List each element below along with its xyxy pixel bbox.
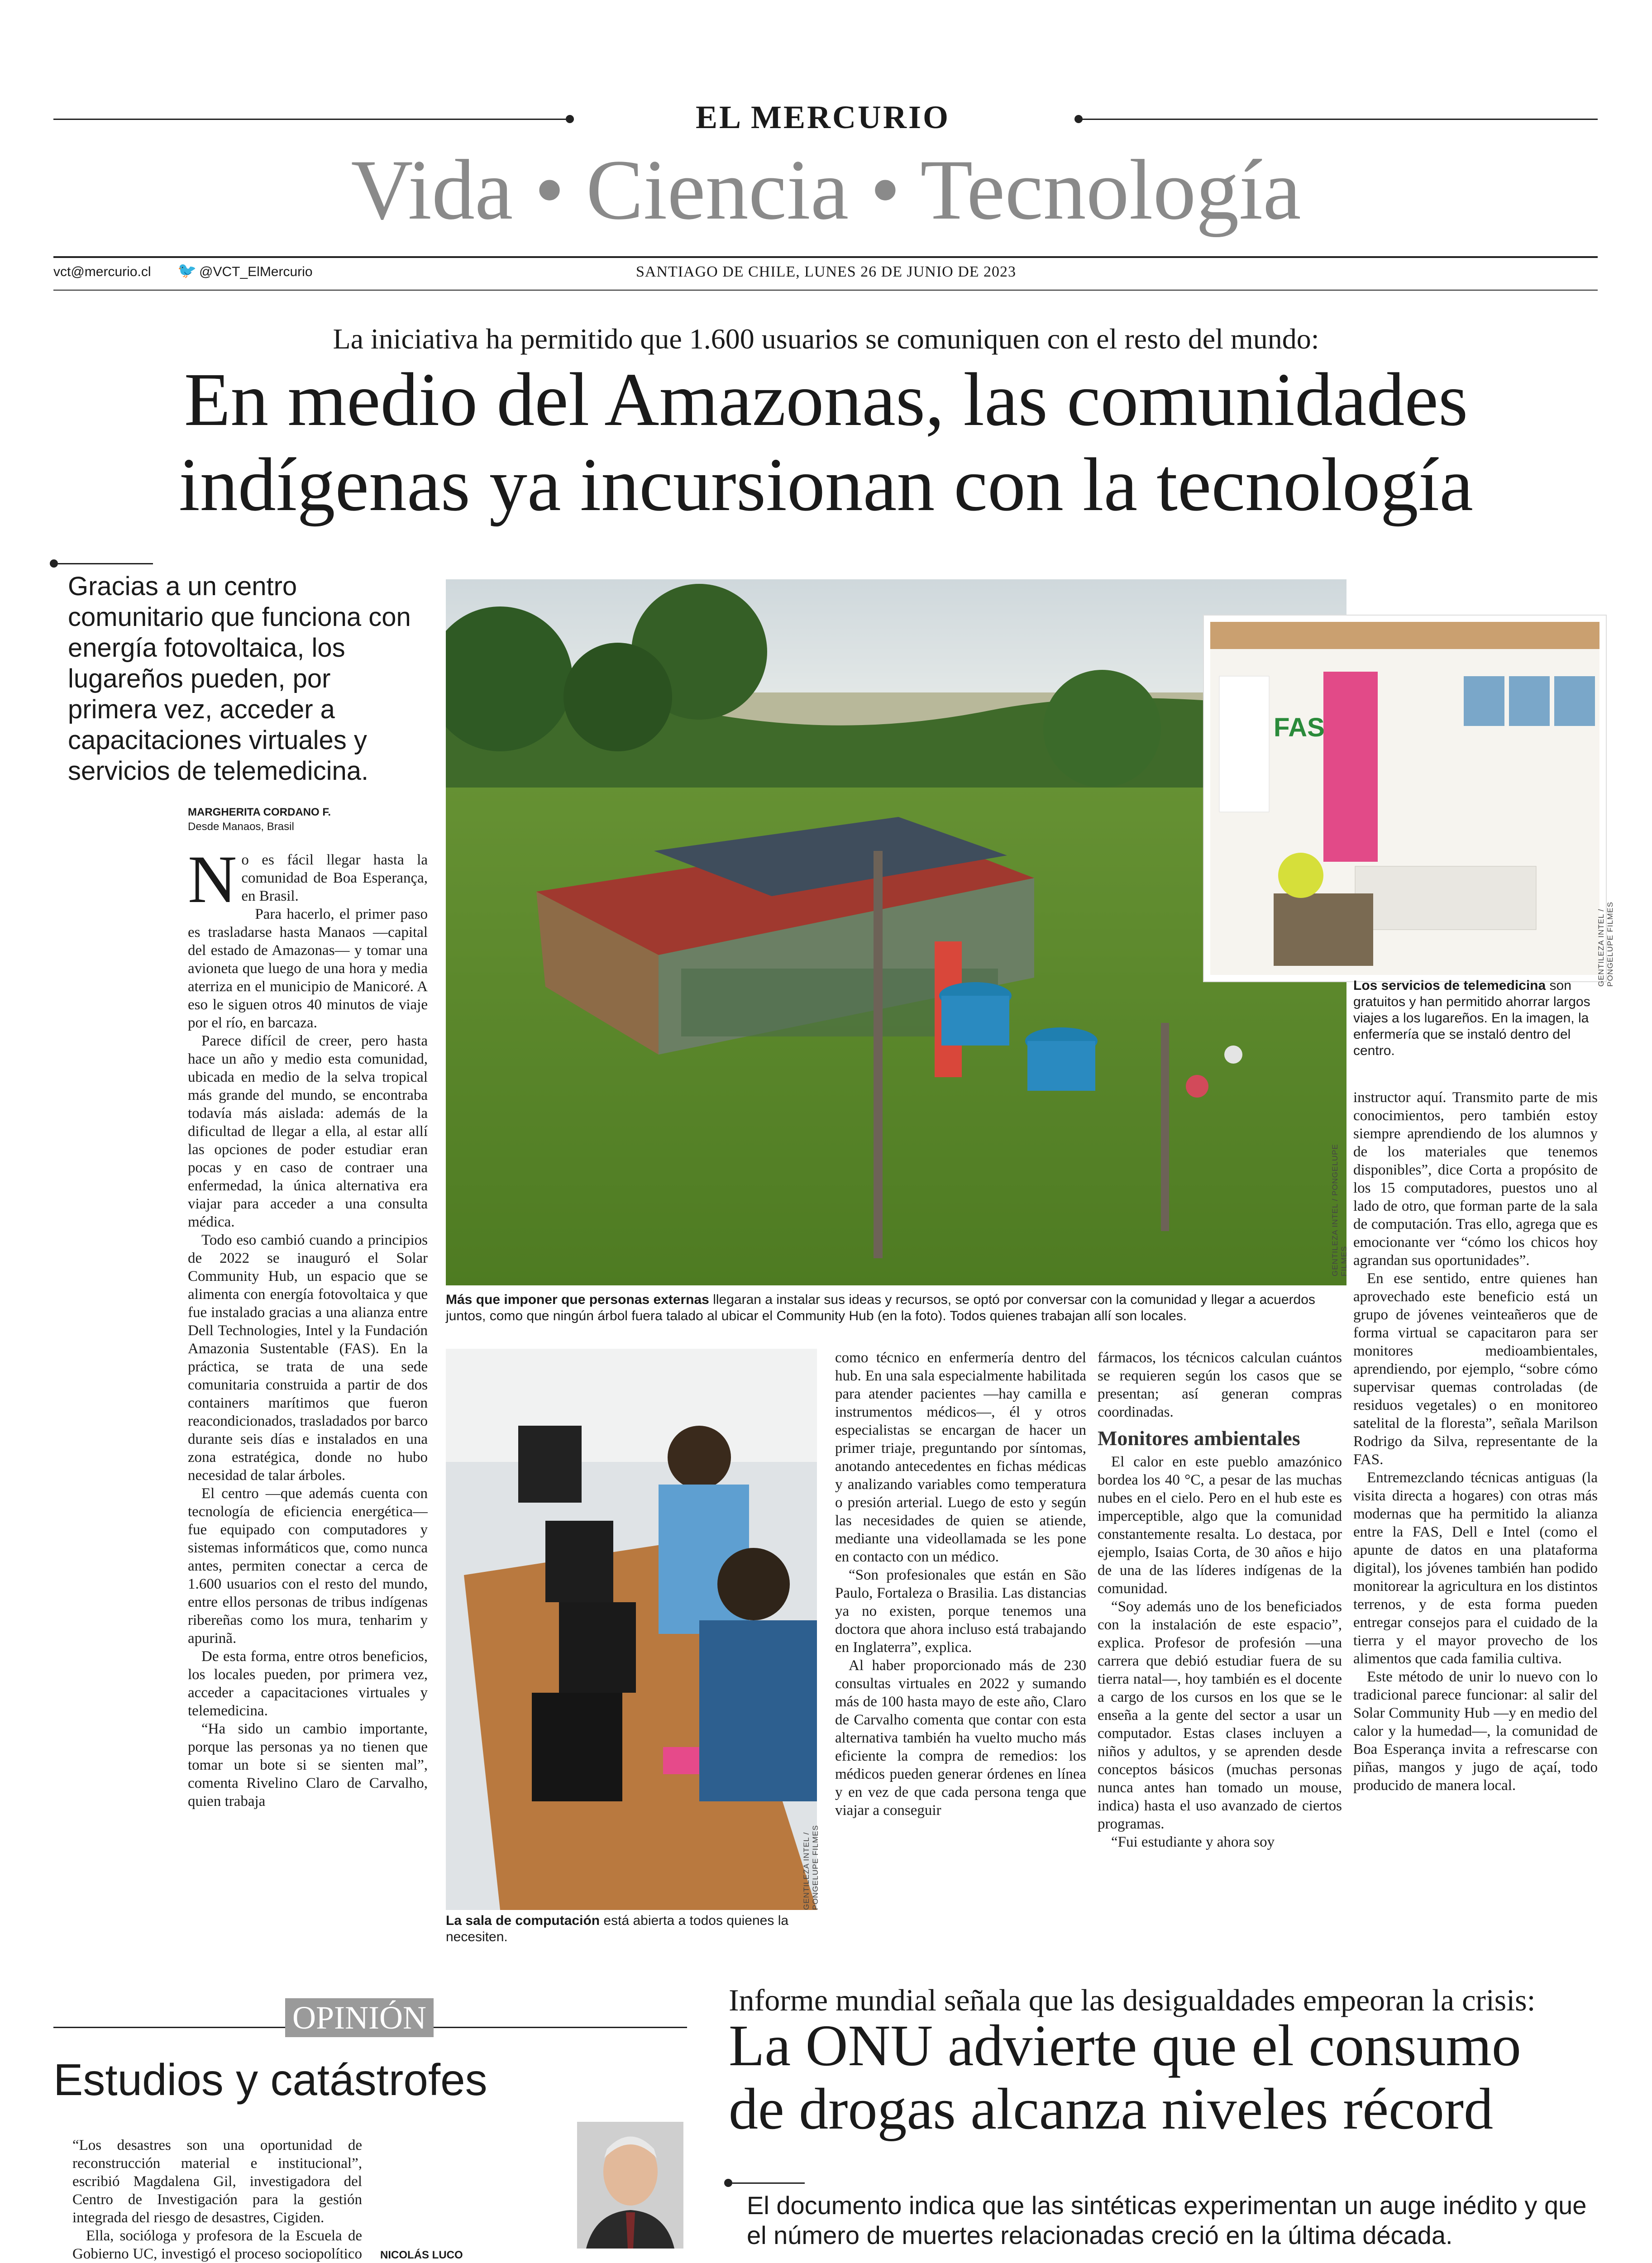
main-col-1: [188, 851, 428, 1955]
main-col1-p5: De esta forma, entre otros beneficios, los locales pueden, por primera vez, acceder a capacitaciones virtuales y telemedicina.: [188, 1648, 428, 1719]
main-col4-p2: Entremezclando técnicas antiguas (la visita directa a hogares) con otras más modernas que ha permitido la alianza entre la FAS, Dell e Intel (como el apunte de datos en una plataforma digital), los jóvenes también han podido monitorear la agricultura en los distintos terrenos, y de esta forma pueden entregar consejos para el cuidado de la tierra y el mayor provecho de los alimentos que cada familia cultiva.: [1353, 1470, 1598, 1667]
dropcap: N: [188, 851, 237, 917]
opinion-col1-p1: Ella, socióloga y profesora de la Escuela de Gobierno UC, investigó el proceso sociopolítico: [72, 2228, 362, 2262]
photo-clinic: [1204, 616, 1606, 981]
photo-computer-lab: [446, 1349, 817, 1910]
main-col1-p2: Parece difícil de creer, pero hasta hace un año y medio esta comunidad, ubicada en medio de la selva tropical más grande del mundo, se encontraba todavía más aislada: además de la dificultad de llegar a ella, al estar allí las opciones de poder estudiar eran pocas y en caso de contraer una enfermedad, la única alternativa era viajar para acceder a una consulta médica.: [188, 1033, 428, 1230]
main-col2-p1: “Son profesionales que están en São Paulo, Fortaleza o Brasilia. Las distancias ya no existen, porque tenemos una doctora que ahora incluso está trabajando en Inglaterra”, explica.: [835, 1567, 1086, 1656]
photo-main-caption-text: llegaran a instalar sus ideas y recursos, se optó por conversar con la comunidad y llegar a acuerdos juntos, como que ningún árbol fuera talado al ubicar el Community Hub (en la foto). Todos quienes trabajan allí son locales.: [446, 1292, 1315, 1323]
main-headline-1: En medio del Amazonas, las comunidades: [184, 358, 1468, 442]
onu-headline-1: La ONU advierte que el consumo: [729, 2013, 1521, 2078]
photo-main-credit: GENTILEZA INTEL / PONGELUPE FILMES: [1331, 1144, 1348, 1276]
main-col4-p0: instructor aquí. Transmito parte de mis conocimientos, pero también estoy siempre aprendiendo de los alumnos y de los materiales que tenemos disponibles”, dice Corta a propósito de los 15 computadores, puestos uno al lado de otro, que forman parte de la sala de computación. Tras ello, agrega que es emocionante ver “cómo los chicos hoy agrandan sus oportunidades”.: [1353, 1089, 1598, 1269]
onu-lead-rule: [732, 2182, 805, 2184]
main-col3-p0: El calor en este pueblo amazónico bordea los 40 °C, a pesar de las muchas nubes en el cielo. Pero en el hub este es imperceptible, algo que la comunidad constantemente resalta. Lo destaca, por ejemplo, Isaias Corta, de 30 años e hijo de una de las líderes indígenas de la comunidad.: [1098, 1454, 1342, 1597]
lead-rule: [58, 563, 153, 564]
photo-lab-caption-text: está abierta a todos quienes la necesiten.: [446, 1913, 789, 1944]
photo-lab-credit: GENTILEZA INTEL / PONGELUPE FILMES: [802, 1825, 820, 1910]
photo-lab-caption: [446, 1913, 817, 1945]
photo-lab-caption-bold: La sala de computación: [446, 1913, 600, 1928]
lead-dot: [50, 559, 58, 568]
main-byline-place: Desde Manaos, Brasil: [188, 821, 294, 833]
main-subhead: Monitores ambientales: [1098, 1427, 1300, 1450]
photo-clinic-credit: GENTILEZA INTEL / PONGELUPE FILMES: [1597, 902, 1614, 987]
opinion-col1-p0: “Los desastres son una oportunidad de reconstrucción material e institucional”, escribió Magdalena Gil, investigadora del Centro de Investigación para la gestión integrada del riesgo de desastres, Cigiden.: [72, 2137, 362, 2226]
main-byline-name: MARGHERITA CORDANO F.: [188, 806, 331, 818]
onu-lead: El documento indica que las sintéticas experimentan un auge inédito y que el número de muertes relacionadas creció en la última década.: [747, 2191, 1587, 2249]
opinion-col-1: [72, 2136, 362, 2263]
photo-clinic-caption-bold: Los servicios de telemedicina: [1353, 978, 1546, 993]
main-col-2: [835, 1349, 1086, 1955]
clinic-illustration: [1210, 622, 1599, 975]
author-photo: [577, 2122, 683, 2249]
masthead-dot-left: [566, 115, 574, 123]
twitter-handle[interactable]: @VCT_ElMercurio: [199, 264, 313, 279]
main-kicker: La iniciativa ha permitido que 1.600 usuarios se comuniquen con el resto del mundo:: [333, 323, 1319, 355]
main-col1-p4: El centro —que además cuenta con tecnología de eficiencia energética— fue equipado con computadores y sistemas informáticos que, como nunca antes, permiten conectar a cerca de 1.600 usuarios con el resto del mundo, entre ellos personas de tribus indígenas ribereñas como los mura, tenharim y apurinã.: [188, 1485, 428, 1647]
main-col3-intro: fármacos, los técnicos calculan cuántos se requieren según los casos que se presentan; así generan compras coordinadas.: [1098, 1350, 1342, 1420]
main-lead: Gracias a un centro comunitario que funciona con energía fotovoltaica, los lugareños pueden, por primera vez, acceder a capacitaciones virtuales y servicios de telemedicina.: [68, 572, 411, 786]
twitter-icon: 🐦: [177, 262, 197, 279]
photo-main-caption-bold: Más que imponer que personas externas: [446, 1292, 709, 1307]
main-col1-p0: No es fácil llegar hasta la comunidad de Boa Esperança, en Brasil.: [188, 851, 428, 917]
brand-logo: EL MERCURIO: [695, 99, 950, 135]
clinic-fas-sign: FAS: [1274, 713, 1325, 742]
section-title: Vida • Ciencia • Tecnología: [351, 143, 1301, 238]
dateline: SANTIAGO DE CHILE, LUNES 26 DE JUNIO DE 2023: [635, 263, 1017, 280]
onu-headline-2: de drogas alcanza niveles récord: [729, 2077, 1494, 2142]
photo-clinic-caption-text: son gratuitos y han permitido ahorrar largos viajes a los lugareños. En la imagen, la enfermería que se instaló dentro del centro.: [1353, 978, 1590, 1058]
main-headline-2: indígenas ya incursionan con la tecnología: [179, 443, 1473, 527]
main-col2-p0: como técnico en enfermería dentro del hub. En una sala especialmente habilitada para atender pacientes —hay camilla e instrumentos médicos—, él y otros especialistas se encargan de hacer un primer triaje, preguntando por síntomas, anotando antecedentes en fichas médicas y analizando variables como temperatura o presión arterial. Luego de esto y según las necesidades de quien se atiende, mediante una videollamada se les pone en contacto con un médico.: [835, 1350, 1086, 1565]
onu-lead-dot: [724, 2179, 732, 2187]
dateline-rule: [53, 290, 1598, 291]
author-avatar: [577, 2122, 683, 2249]
main-col-3: [1098, 1349, 1342, 1955]
masthead-rule-left: [53, 119, 574, 120]
contact-email[interactable]: vct@mercurio.cl: [53, 264, 151, 279]
main-col2-p2: Al haber proporcionado más de 230 consultas virtuales en 2022 y sumando más de 100 hasta mayo de este año, Claro de Carvalho comenta que contar con esta alternativa también ha vuelto mucho más eficiente la compra de remedios: los médicos pueden generar órdenes en línea y en vez de que cada persona tenga que viajar a conseguir: [835, 1657, 1086, 1819]
main-col1-p1: Para hacerlo, el primer paso es trasladarse hasta Manaos —capital del estado de Amazonas— y tomar una avioneta que luego de una hora y media aterriza en el municipio de Manicoré. A eso le siguen otros 40 minutos de viaje por el río, en barcaza.: [188, 906, 428, 1031]
opinion-label: OPINIÓN: [285, 1998, 434, 2037]
opinion-title: Estudios y catástrofes: [53, 2055, 487, 2105]
main-col4-p1: En ese sentido, entre quienes han aprovechado este beneficio está un grupo de jóvenes veinteañeros que de forma virtual se capacitaron para ser monitores medioambientales, aprendiendo, por ejemplo, “sobre cómo supervisar quemas controladas (de residuos vegetales) o en monitoreo satelital de la floresta”, señala Marilson Rodrigo da Silva, representante de la FAS.: [1353, 1270, 1598, 1468]
main-col1-p6: “Ha sido un cambio importante, porque las personas ya no tienen que tomar un bote si se sienten mal”, comenta Rivelino Claro de Carvalho, quien trabaja: [188, 1721, 428, 1809]
photo-clinic-caption: [1353, 978, 1598, 1059]
main-col-4: [1353, 1089, 1598, 1955]
computer-lab-illustration: [446, 1349, 817, 1910]
onu-kicker: Informe mundial señala que las desigualdades empeoran la crisis:: [729, 1983, 1536, 2017]
opinion-author: NICOLÁS LUCO: [380, 2249, 463, 2261]
main-col4-p3: Este método de unir lo nuevo con lo tradicional parece funcionar: al salir del Solar Community Hub —y en medio del calor y la humedad—, la comunidad de Boa Esperança invita a refrescarse con piñas, mangos y jugo de açaí, todo producido de manera local.: [1353, 1669, 1598, 1794]
masthead-rule-right: [1082, 119, 1598, 120]
photo-main-caption: [446, 1292, 1346, 1324]
main-col1-p3: Todo eso cambió cuando a principios de 2022 se inauguró el Solar Community Hub, un espacio que se alimenta con energía fotovoltaica y que fue instalado gracias a una alianza entre Dell Technologies, Intel y la Fundación Amazonia Sustentable (FAS). En la práctica, se trata de una sede comunitaria construida a partir de dos containers marítimos que fueron reacondicionados, trasladados por barco durante seis días e instalados en una zona estratégica, donde no hubo necesidad de talar árboles.: [188, 1232, 428, 1484]
main-col3-p2: “Fui estudiante y ahora soy: [1111, 1834, 1275, 1850]
main-col3-p1: “Soy además uno de los beneficiados con la instalación de este espacio”, explica. Profesor de profesión —una carrera que debió estudiar fuera de su tierra natal—, hoy también es el docente a cargo de los cursos en los que se le enseña a la gente del sector a usar un computador. Estas clases incluyen a niños y adultos, y se aprenden desde conceptos básicos (muchas personas nunca antes han tomado un mouse, indica) hasta el uso avanzado de ciertos programas.: [1098, 1599, 1342, 1832]
masthead-bottom-rule: [53, 256, 1598, 258]
